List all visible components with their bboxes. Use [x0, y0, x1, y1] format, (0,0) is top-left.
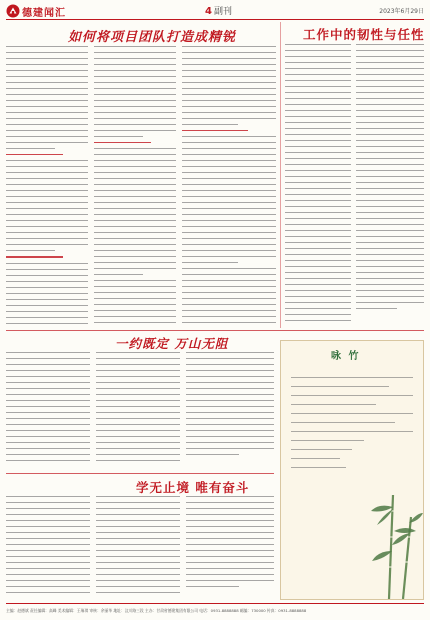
paper-name: 德建闻汇 [22, 8, 66, 19]
bamboo-illustration-icon [359, 487, 423, 599]
article-body-1-col-1 [6, 46, 88, 328]
poem-title: 咏 竹 [331, 351, 361, 362]
column-divider [280, 22, 281, 328]
article-title-1: 如何将项目团队打造成精锐 [68, 30, 237, 45]
section-divider [6, 330, 424, 331]
article-body-4-col-3 [186, 496, 274, 600]
company-logo-icon [6, 4, 20, 18]
article-body-4-col-1 [6, 496, 90, 600]
footer: 主编：赵德斌 责任编辑：高峰 美术编辑：王瑞琪 审核：余丽华 地址：汶川路三段 主办：甘肃省德建集团有限公司 电话：0931-8888888 邮编：730000 传真：0931-8888888 [6, 603, 424, 614]
article-body-2-col-1 [285, 44, 351, 328]
section-divider [6, 473, 274, 474]
article-body-3-col-2 [96, 352, 180, 468]
poem-box [280, 340, 424, 600]
poem-text [291, 377, 413, 476]
article-body-1-col-3 [182, 46, 276, 328]
article-title-3: 一约既定 万山无阻 [115, 336, 229, 351]
article-title-2: 工作中的韧性与任性 [303, 27, 425, 42]
article-body-4-col-2 [96, 496, 180, 600]
section-name: 副刊 [213, 7, 232, 17]
article-title-4: 学无止境 唯有奋斗 [136, 480, 250, 495]
masthead [6, 3, 424, 20]
article-body-2-col-2 [356, 44, 424, 328]
article-body-3-col-1 [6, 352, 90, 468]
issue-date: 2023年6月29日 [379, 8, 424, 15]
article-body-1-col-2 [94, 46, 176, 328]
article-body-3-col-3 [186, 352, 274, 468]
page-number: 4 副刊 [205, 6, 232, 17]
